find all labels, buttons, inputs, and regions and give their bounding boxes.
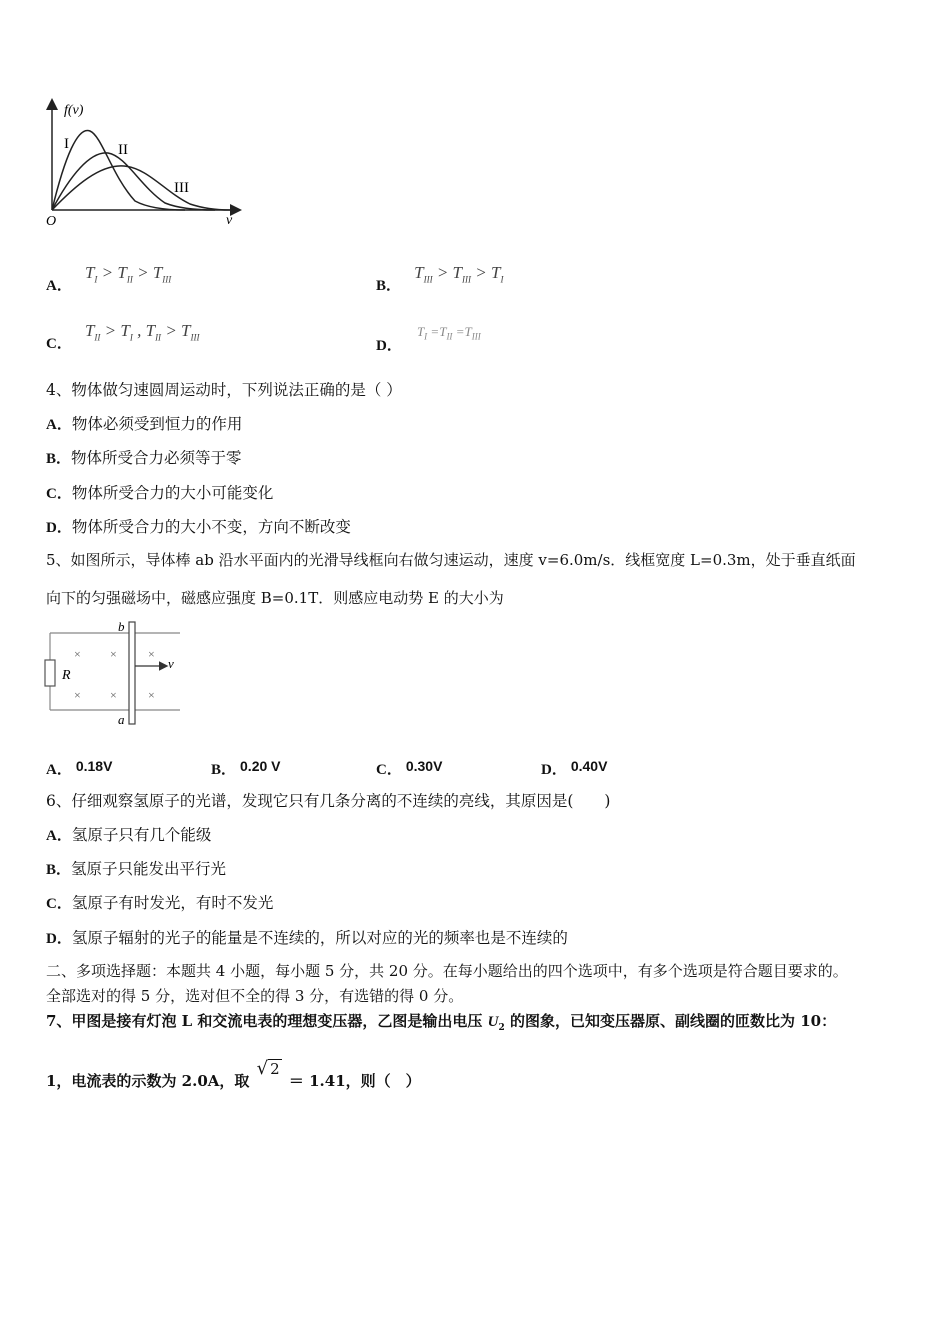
curve-label-i: I [64,136,69,152]
conductor-rod [129,622,135,724]
option-letter: D． [376,338,402,354]
curve-label-ii: II [118,142,128,158]
q5-stem-line2: 向下的匀强磁场中，磁感应强度 B=0.1T．则感应电动势 E 的大小为 [46,589,504,607]
y-axis-label: f(v) [64,103,84,118]
q4-stem: 4、物体做匀速圆周运动时，下列说法正确的是（ ） [46,381,402,399]
q6-stem: 6、仔细观察氢原子的光谱，发现它只有几条分离的不连续的亮线，其原因是( ) [46,792,611,810]
velocity-label: v [168,656,174,671]
q5-option-d[interactable]: D． 0.40V [541,758,608,778]
speed-distribution-figure [40,96,250,231]
x-axis-label: v [226,213,233,228]
q4-option-a[interactable]: A．物体必须受到恒力的作用 [46,415,243,433]
section2-instructions-line2: 全部选对的得 5 分，选对但不全的得 3 分，有选错的得 0 分。 [46,987,464,1005]
option-letter: A． [46,278,72,294]
q6-option-b[interactable]: B．氢原子只能发出平行光 [46,860,227,878]
q5-option-c[interactable]: C． 0.30V [376,758,443,778]
q4-option-c[interactable]: C．物体所受合力的大小可能变化 [46,484,274,502]
q6-option-a[interactable]: A．氢原子只有几个能级 [46,826,212,844]
option-letter: B． [376,278,402,294]
sqrt-expression: √ 2 [256,1058,280,1079]
q3-option-c[interactable] [46,320,200,352]
q7-stem-line2: 1，电流表的示数为 2.0A，取 √ 2 ＝ 1.41，则（ ） [46,1058,421,1090]
field-cross: × [148,647,155,661]
curve-ii [52,153,215,210]
resistor [45,660,55,686]
option-expression: $T_{II} > T_I$ , $T_{II} > T_{III}$ [84,321,200,343]
option-letter: C． [46,336,72,352]
q4-option-d[interactable]: D．物体所受合力的大小不变，方向不断改变 [46,518,351,536]
origin-label: O [46,214,57,229]
q5-option-b[interactable]: B． 0.20 V [211,758,281,778]
rod-label-a: a [118,712,125,727]
q5-option-a[interactable]: A． 0.18V [46,758,113,778]
option-expression: $T_{III} > T_{III} > T_I$ [414,263,504,285]
q5-stem-line1: 5、如图所示，导体棒 ab 沿水平面内的光滑导线框向右做匀速运动，速度 v=6.0m/s．线框宽度 L=0.3m，处于垂直纸面 [46,551,856,569]
q6-option-d[interactable]: D．氢原子辐射的光子的能量是不连续的，所以对应的光的频率也是不连续的 [46,929,568,947]
field-cross: × [148,688,155,702]
q3-option-a[interactable] [46,262,172,294]
field-cross: × [110,688,117,702]
resistor-label: R [62,668,71,683]
rod-label-b: b [118,619,125,634]
field-cross: × [74,647,81,661]
field-cross: × [74,688,81,702]
conductor-rod-figure [40,618,190,728]
q3-option-d[interactable] [376,320,481,354]
q7-stem-line1: 7、甲图是接有灯泡 L 和交流电表的理想变压器，乙图是输出电压 $U_2$ 的图象，已知变压器原、副线圈的匝数比为 10： [46,1012,837,1033]
q6-option-c[interactable]: C．氢原子有时发光，有时不发光 [46,894,274,912]
q4-option-b[interactable]: B．物体所受合力必须等于零 [46,449,242,467]
option-expression: $T_I =T_{II} =T_{III}$ [416,324,481,342]
section2-instructions-line1: 二、多项选择题：本题共 4 小题，每小题 5 分，共 20 分。在每小题给出的四个选项中，有多个选项是符合题目要求的。 [46,962,848,980]
field-cross: × [110,647,117,661]
q3-option-b[interactable] [376,262,504,294]
curve-label-iii: III [174,180,189,196]
option-expression: $T_I > T_{II} > T_{III}$ [84,263,172,285]
